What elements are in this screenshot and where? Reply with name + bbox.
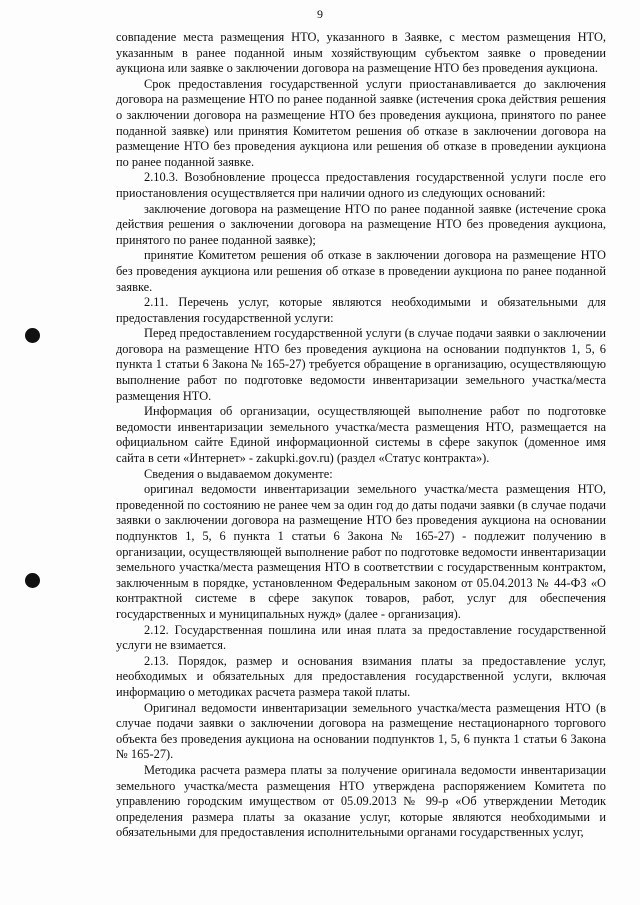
paragraph: оригинал ведомости инвентаризации земельного участка/места размещения НТО, проведенной по состоянию не ранее чем за один год до даты подачи заявки (в случае подачи заявки о заключении договора на размещение НТО без проведения аукциона на основании подпунктов 1, 5, 6 пункта 1 статьи 6 Закона № 165-27) - подлежит получению в организации, осуществляющей выполнение работ по подготовке ведомости инвентаризации земельного участка/места размещения НТО в соответствии с государственным контрактом, заключенным в порядке, установленном Федеральным законом от 05.04.2013 № 44-ФЗ «О контрактной системе в сфере закупок товаров, работ, услуг для обеспечения государственных и муниципальных нужд» (далее - организация). (116, 482, 606, 621)
document-body (116, 30, 606, 841)
paragraph: Методика расчета размера платы за получение оригинала ведомости инвентаризации земельного участка/места размещения НТО утверждена распоряжением Комитета по управлению городским имуществом от 05.09.2013 № 99-р «Об утверждении Методик определения размера платы за оказание услуг, которые являются необходимыми и обязательными для предоставления исполнительными органами государственных услуг, (116, 762, 606, 840)
paragraph: совпадение места размещения НТО, указанного в Заявке, с местом размещения НТО, указанным в ранее поданной иным хозяйствующим субъектом заявке о проведении аукциона или заявке о заключении договора на размещение НТО без проведения аукциона. (116, 30, 606, 76)
paragraph: 2.11. Перечень услуг, которые являются необходимыми и обязательными для предоставления государственной услуги: (116, 295, 606, 325)
paragraph: Оригинал ведомости инвентаризации земельного участка/места размещения НТО (в случае подачи заявки о заключении договора на размещение нестационарного торгового объекта без проведения аукциона на основании подпунктов 1, 5, 6 пункта 1 статьи 6 Закона № 165-27). (116, 700, 606, 762)
paragraph: 2.12. Государственная пошлина или иная плата за предоставление государственной услуги не взимается. (116, 622, 606, 653)
paragraph: Срок предоставления государственной услуги приостанавливается до заключения договора на размещение НТО по ранее поданной заявке (истечения срока действия решения о заключении договора на размещение НТО без проведения аукциона, принятого по ранее поданной заявке) или принятия Комитетом решения об отказе в заключении договора на размещение НТО без проведения аукциона или решения об отказе в проведении аукциона по ранее поданной заявке. (116, 76, 606, 169)
paragraph: 2.10.3. Возобновление процесса предоставления государственной услуги после его приостановления осуществляется при наличии одного из следующих оснований: (116, 170, 606, 200)
paragraph: Информация об организации, осуществляющей выполнение работ по подготовке ведомости инвентаризации земельного участка/места размещения НТО, размещается на официальном сайте Единой информационной системы в сфере закупок (доменное имя сайта в сети «Интернет» - zakupki.gov.ru) (раздел «Статус контракта»). (116, 404, 606, 466)
punch-hole-mark (25, 573, 40, 588)
paragraph: Перед предоставлением государственной услуги (в случае подачи заявки о заключении договора на размещение НТО без проведения аукциона на основании подпунктов 1, 5, 6 пункта 1 статьи 6 Закона № 165-27) требуется обращение в организацию, осуществляющую выполнение работ по подготовке ведомости инвентаризации земельного участка/места размещения НТО. (116, 326, 606, 403)
paragraph: заключение договора на размещение НТО по ранее поданной заявке (истечение срока действия решения о заключении договора на размещение НТО без проведения аукциона, принятого по ранее поданной заявке); (116, 201, 606, 247)
punch-hole-mark (25, 328, 40, 343)
paragraph: принятие Комитетом решения об отказе в заключении договора на размещение НТО без проведения аукциона или решения об отказе в проведении аукциона по ранее поданной заявке. (116, 248, 606, 294)
paragraph: Сведения о выдаваемом документе: (144, 466, 333, 481)
paragraph: 2.13. Порядок, размер и основания взимания платы за предоставление услуг, необходимых и обязательных для предоставления государственной услуги, включая информацию о методиках расчета размера такой платы. (116, 653, 606, 699)
page-number: 9 (317, 7, 323, 21)
